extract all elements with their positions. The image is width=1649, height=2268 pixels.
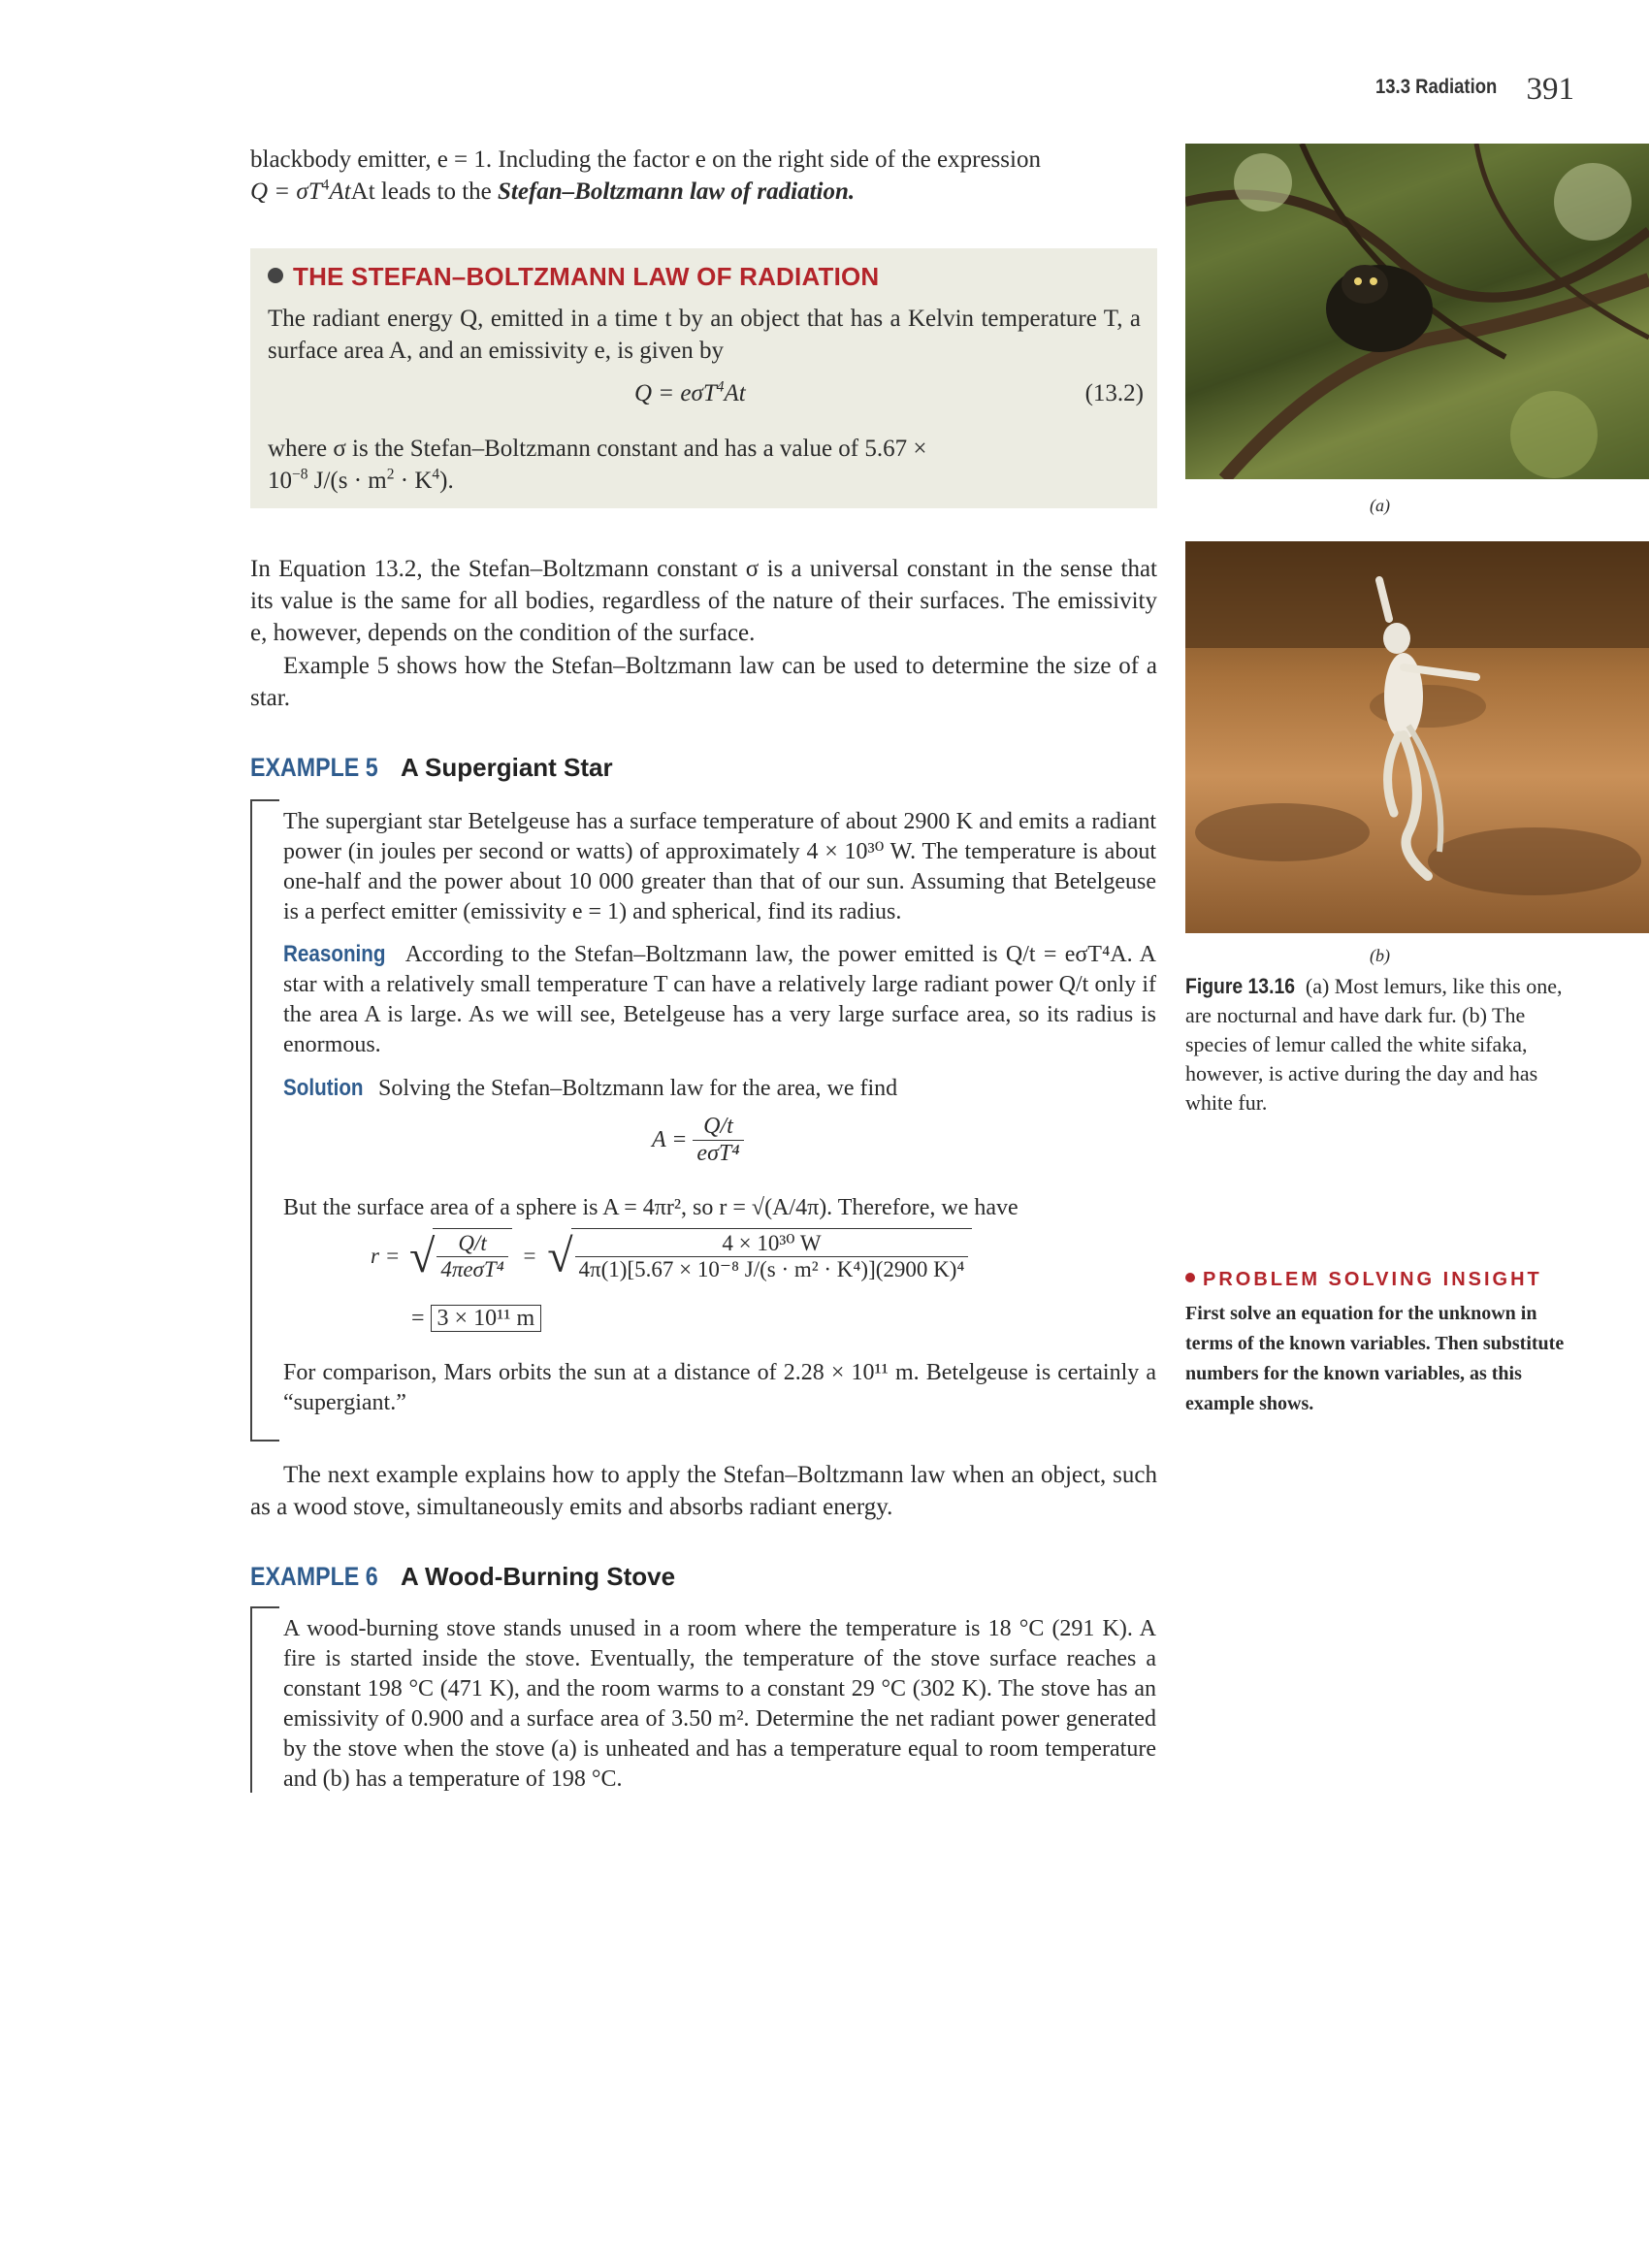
intro-line-2-rest: At leads to the [350,178,499,205]
figure-caption [1185,972,1573,1118]
figure-caption-text: (a) Most lemurs, like this one, are nocturnal and have dark fur. (b) The species of lemur called the white sifaka, however, is active during the day and has white fur. [1185,974,1563,1115]
example-6-title: A Wood-Burning Stove [401,1562,676,1591]
solution-label: Solution [283,1075,364,1101]
example-5-comparison: For comparison, Mars orbits the sun at a distance of 2.28 × 10¹¹ m. Betelgeuse is certainly a “supergiant.” [283,1360,1156,1415]
bullet-icon [268,268,283,283]
intro-line-2: $Q = \sigma T^4AtAt$ leads to the Stefan–Boltzmann law of radiation. [250,177,856,205]
equation-number: (13.2) [1084,380,1144,406]
example-5-reasoning: Reasoning According to the Stefan–Boltzmann law, the power emitted is Q/t = eσT⁴A. A star with a relatively small temperature T can have a relatively large radiant power Q/t only if the area A is large. As we will see, Betelgeuse has a very large surface area, so its radius is enormous. [283,941,1156,1057]
sphere-text: But the surface area of a sphere is A = 4πr², so r = √(A/4π). Therefore, we have [283,1195,1018,1220]
paragraph-1: In Equation 13.2, the Stefan–Boltzmann constant σ is a universal constant in the sense that its value is the same for all bodies, regardless of the nature of their surfaces. The emissivity e, however, depends on the condition of the surface. [250,556,1157,646]
reasoning-label: Reasoning [283,941,386,967]
example-5-solution: Solution Solving the Stefan–Boltzmann law for the area, we find [283,1075,898,1101]
example-5-bracket-bottom [250,1420,279,1442]
sqrt-icon-2: √ [547,1230,573,1282]
equation-area-fraction: $\frac{Q/t}{\text{eσT⁴}}$ [693,1114,743,1167]
example-6-label: EXAMPLE 6 [250,1562,378,1591]
figure-photo-b [1185,541,1649,933]
running-header [1375,72,1574,111]
example-5-problem: The supergiant star Betelgeuse has a surface temperature of about 2900 K and emits a radiant power (in joules per second or watts) of approximately 4 × 10³⁰ W. The temperature is about one-half and the power about 10 000 greater than that of our sun. Assuming that Betelgeuse is a perfect emitter (emissivity e = 1) and spherical, find its radius. [283,809,1156,924]
law-box [250,248,1157,508]
law-box-text-2: where σ is the Stefan–Boltzmann constant and has a value of 5.67 × $10^{-8}$ $J/(s \cdot m^2 \cdot K^4)$. [268,436,927,494]
section-title: 13.3 Radiation [1375,76,1498,98]
equation-area [652,1114,744,1167]
law-box-text-1: The radiant energy Q, emitted in a time t by an object that has a Kelvin temperature T, a surface area A, and an emissivity e, is given by [268,306,1141,364]
figure-caption-label: Figure 13.16 [1185,974,1295,998]
intro-line-1: blackbody emitter, e = 1. Including the factor e on the right side of the expression [250,146,1041,173]
example-5-title: A Supergiant Star [401,753,613,782]
lemur-in-tree-photo [1185,144,1649,479]
intro-text [250,144,1157,208]
figure-label-a: (a) [1370,496,1390,515]
insight-text: First solve an equation for the unknown in terms of the known variables. Then substitute numbers for the known variables, as this example shows. [1185,1303,1565,1414]
example-5-bracket-top [250,799,279,1422]
example-6-bracket [250,1606,279,1793]
example-5-heading [250,753,613,788]
equation-result: = 3 × 10¹¹ m [411,1306,541,1332]
figure-label-b: (b) [1370,946,1390,965]
page-number: 391 [1526,72,1574,107]
example-6-heading [250,1562,676,1597]
equation-area-lhs: A = [652,1127,688,1152]
bullet-icon [1185,1273,1195,1282]
result-box: 3 × 10¹¹ m [431,1305,542,1332]
equation-radius-lhs: r = [371,1244,401,1268]
paragraph-3: The next example explains how to apply the Stefan–Boltzmann law when an object, such as a wood stove, simultaneously emits and absorbs radiant energy. [250,1462,1157,1520]
sqrt-icon-1: √ [408,1230,436,1282]
example-6-problem: A wood-burning stove stands unused in a room where the temperature is 18 °C (291 K). A fire is started inside the stove. Eventually, the temperature of the stove surface reaches a constant 198 °C (471 K), and the room warms to a constant 29 °C (302 K). The stove has an emissivity of 0.900 and a surface area of 3.50 m². Determine the net radiant power generated by the stove when the stove (a) is unheated and has a temperature equal to room temperature and (b) has a temperature of 198 °C. [283,1616,1156,1792]
law-equation: Q = eσT$^4$At (13.2) [634,378,1144,406]
white-sifaka-photo [1185,541,1649,933]
insight-title: PROBLEM SOLVING INSIGHT [1185,1269,1573,1291]
figure-photo-a [1185,144,1649,479]
paragraph-2: Example 5 shows how the Stefan–Boltzmann law can be used to determine the size of a star. [250,653,1157,711]
problem-solving-insight [1185,1269,1573,1419]
law-name: Stefan–Boltzmann law of radiation. [498,178,856,205]
example-5-label: EXAMPLE 5 [250,753,378,782]
equation-radius: r = √ $\frac{Q/t}{\text{4πeσT⁴}}$ = √ $\frac{\text{4 × 10³⁰ W}}{\text{4π(1)[5.67 × 10⁻⁸ J/(s · m² · K⁴)](2900 K)⁴}}$ [371,1228,972,1284]
law-box-title: THE STEFAN–BOLTZMANN LAW OF RADIATION [268,262,879,292]
